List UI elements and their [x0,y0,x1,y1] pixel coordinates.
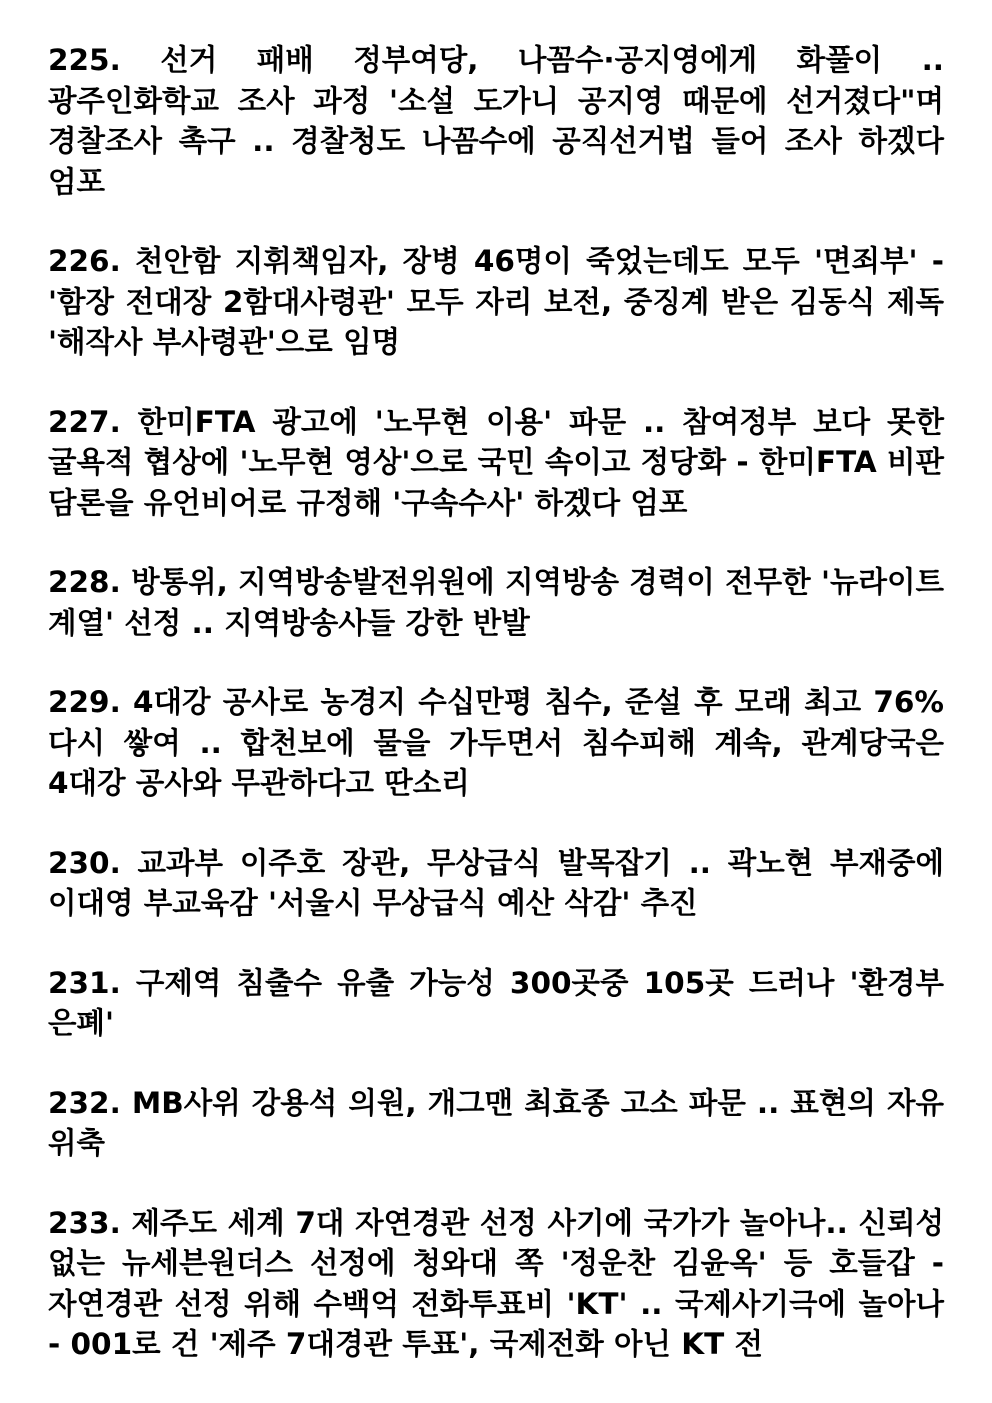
news-entry-225: 225. 선거 패배 정부여당, 나꼼수·공지영에게 화풀이 .. 광주인화학교 조사 과정 '소설 도가니 공지영 때문에 선거졌다"며 경찰조사 촉구 .. 경찰청도 나꼼수에 공직선거법 들어 조사 하겠다 엄포 [48,43,944,199]
news-entry-233: 233. 제주도 세계 7대 자연경관 선정 사기에 국가가 놀아나.. 신뢰성 없는 뉴세븐원더스 선정에 청와대 쪽 '정운찬 김윤옥' 등 호들갑 - 자연경관 선정 위해 수백억 전화투표비 'KT' .. 국제사기극에 놀아나 - 001로 건 '제주 7대경관 투표', 국제전화 아닌 KT 전 [48,1205,944,1361]
news-entry-229: 229. 4대강 공사로 농경지 수십만평 침수, 준설 후 모래 최고 76% 다시 쌓여 .. 합천보에 물을 가두면서 침수피해 계속, 관계당국은 4대강 공사와 무관하다고 딴소리 [48,685,944,800]
news-entry-226: 226. 천안함 지휘책임자, 장병 46명이 죽었는데도 모두 '면죄부' - '함장 전대장 2함대사령관' 모두 자리 보전, 중징계 받은 김동식 제독 '해작사 부사령관'으로 임명 [48,244,944,359]
news-entry-230: 230. 교과부 이주호 장관, 무상급식 발목잡기 .. 곽노현 부재중에 이대영 부교육감 '서울시 무상급식 예산 삭감' 추진 [48,845,944,920]
news-entry-232: 232. MB사위 강용석 의원, 개그맨 최효종 고소 파문 .. 표현의 자유 위축 [48,1085,944,1160]
news-entry-231: 231. 구제역 침출수 유출 가능성 300곳중 105곳 드러나 '환경부 은폐' [48,965,944,1040]
news-entry-228: 228. 방통위, 지역방송발전위원에 지역방송 경력이 전무한 '뉴라이트 계열' 선정 .. 지역방송사들 강한 반발 [48,565,944,640]
document-page [48,40,944,1365]
news-entry-227: 227. 한미FTA 광고에 '노무현 이용' 파문 .. 참여정부 보다 못한 굴욕적 협상에 '노무현 영상'으로 국민 속이고 정당화 - 한미FTA 비판 담론을 유언비어로 규정해 '구속수사' 하겠다 엄포 [48,404,944,520]
